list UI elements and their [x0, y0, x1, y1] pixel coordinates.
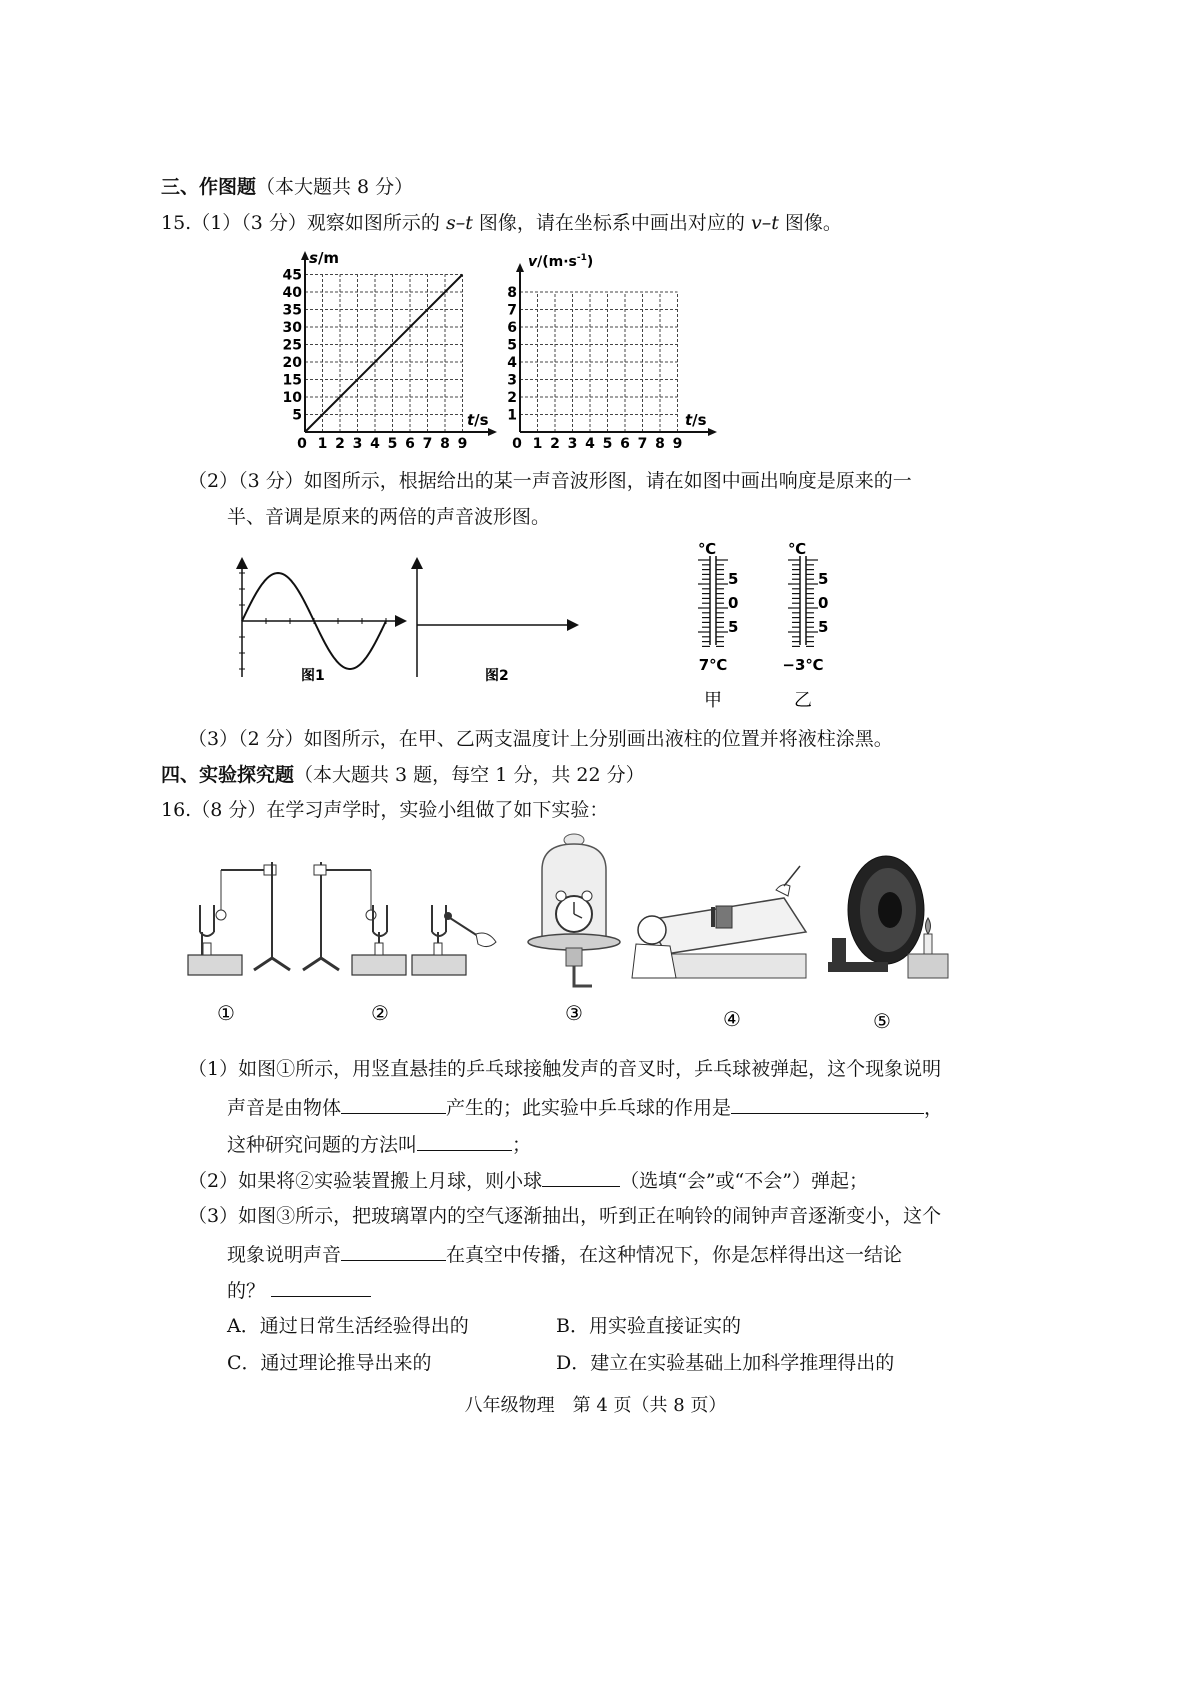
blank-moon-bounce[interactable]	[542, 1166, 620, 1187]
thermo-scale-label: 5	[728, 570, 739, 588]
vt-xlabel: t/s	[685, 411, 707, 429]
q15-part3: （3）（2 分）如图所示，在甲、乙两支温度计上分别画出液柱的位置并将液柱涂黑。	[188, 728, 893, 750]
st-xtick: 4	[370, 436, 380, 452]
q16-s2b: （选填“会”或“不会”）弹起；	[620, 1170, 868, 1192]
blank-conclusion[interactable]	[271, 1276, 371, 1297]
vt-xtick: 8	[655, 436, 665, 452]
q16-s1-line1: （1）如图①所示，用竖直悬挂的乒乓球接触发声的音叉时，乒乓球被弹起，这个现象说明	[188, 1058, 942, 1080]
thermo-scale-label: 5	[818, 570, 829, 588]
blank-vacuum[interactable]	[341, 1240, 446, 1261]
st-xtick: 9	[457, 436, 468, 452]
section-4-heading	[161, 762, 645, 788]
st-ytick: 30	[282, 320, 302, 336]
fig-label-4: ④	[723, 1007, 741, 1031]
q16-s1-l2b: 产生的；此实验中乒乓球的作用是	[446, 1097, 732, 1119]
vt-xtick: 1	[532, 436, 543, 452]
st-ylabel: s/m	[309, 249, 340, 267]
vt-xtick: 5	[602, 436, 613, 452]
q15-part2-line2: 半、音调是原来的两倍的声音波形图。	[227, 506, 551, 528]
thermometers	[672, 538, 872, 718]
q16-s1-line3	[227, 1130, 531, 1158]
vt-ytick: 4	[507, 355, 517, 371]
q16-intro: 16.（8 分）在学习声学时，实验小组做了如下实验：	[161, 799, 609, 821]
q16-s3-l3: 的？	[227, 1280, 266, 1302]
fig-label-3: ③	[565, 1001, 583, 1025]
thermo-scale-label: 5	[818, 618, 829, 636]
q15-p1-prefix: 15.（1）（3 分）观察如图所示的	[161, 212, 446, 234]
fig2-label: 图2	[485, 668, 509, 684]
thermo-reading: 7℃	[698, 656, 728, 674]
vt-ytick: 3	[507, 372, 517, 389]
vt-xtick: 3	[567, 436, 578, 452]
thermo-scale-label: 5	[728, 618, 739, 636]
thermo-name: 乙	[794, 690, 812, 711]
vt-y-arrow	[516, 263, 524, 272]
q16-s3-l2b: 在真空中传播，在这种情况下，你是怎样得出这一结论	[446, 1244, 903, 1266]
blank-ball-role[interactable]	[731, 1093, 924, 1114]
option-c: C．通过理论推导出来的	[227, 1352, 432, 1374]
thermometer-yi	[782, 540, 828, 711]
fig-label-5: ⑤	[873, 1009, 891, 1033]
vt-chart	[498, 244, 728, 456]
q16-s3-l2a: 现象说明声音	[227, 1244, 342, 1266]
fig-ear-on-desk	[632, 866, 806, 978]
q16-s1-l3a: 这种研究问题的方法叫	[227, 1134, 418, 1156]
st-ytick: 20	[282, 355, 302, 371]
st-xlabel: t/s	[467, 411, 489, 429]
q15-p1-suffix: 图像。	[778, 212, 842, 234]
waveform-figures	[226, 552, 606, 692]
blank-method[interactable]	[417, 1130, 512, 1151]
q15-p1-vt: v–t	[750, 212, 779, 234]
option-d: D．建立在实验基础上加科学推理得出的	[556, 1352, 895, 1374]
thermometer-jia	[698, 540, 738, 711]
q16-s3-line3	[227, 1276, 371, 1304]
st-ytick: 25	[282, 337, 302, 354]
thermo-scale-label: 0	[818, 594, 829, 612]
fig-tuning-fork-1	[188, 862, 290, 975]
vt-ylabel: $v/(m\cdot s^{-1})$	[528, 253, 594, 270]
st-data-line	[305, 275, 463, 433]
option-b: B．用实验直接证实的	[556, 1315, 741, 1337]
st-xtick: 2	[335, 436, 345, 452]
st-xtick: 1	[317, 436, 328, 452]
fig-tuning-fork-2	[303, 862, 496, 975]
vt-xtick: 6	[620, 436, 630, 452]
vt-tick-labels	[507, 285, 682, 452]
st-ytick: 40	[282, 285, 302, 301]
thermo-unit: ℃	[788, 540, 807, 558]
st-y-arrow	[301, 251, 309, 260]
st-xtick: 8	[440, 436, 450, 452]
fig1-label: 图1	[301, 668, 325, 684]
q15-p1-st: s–t	[445, 212, 473, 234]
fig-label-2: ②	[371, 1001, 389, 1025]
blank-vibration[interactable]	[341, 1093, 446, 1114]
q16-s2a: （2）如果将②实验装置搬上月球，则小球	[188, 1170, 543, 1192]
st-xtick: 5	[387, 436, 398, 452]
st-ytick: 10	[282, 390, 302, 406]
thermo-reading: −3℃	[782, 656, 824, 674]
q16-s1-line2	[227, 1093, 943, 1121]
st-ytick: 45	[282, 267, 302, 284]
q16-s2	[188, 1166, 868, 1194]
page-footer: 八年级物理 第 4 页（共 8 页）	[464, 1395, 727, 1416]
section-3-heading	[161, 174, 413, 200]
vt-xtick: 0	[512, 436, 522, 452]
st-xtick: 7	[422, 436, 433, 452]
vt-ytick: 8	[507, 285, 517, 301]
vt-xtick: 7	[637, 436, 648, 452]
st-ytick: 5	[292, 407, 302, 424]
q16-s3-line2	[227, 1240, 902, 1268]
q15-part1-text	[161, 210, 842, 236]
vt-ytick: 5	[507, 337, 517, 354]
vt-ytick: 2	[507, 390, 517, 406]
fig-label-1: ①	[217, 1001, 235, 1025]
st-ytick: 15	[282, 372, 302, 389]
thermo-name: 甲	[704, 690, 722, 711]
q16-experiment-figures	[176, 830, 966, 1040]
section-4-note: （本大题共 3 题，每空 1 分，共 22 分）	[294, 764, 645, 786]
section-3-note: （本大题共 8 分）	[256, 176, 414, 198]
fig-speaker-candle	[828, 856, 948, 978]
vt-xtick: 4	[585, 436, 595, 452]
st-xtick: 0	[297, 436, 307, 452]
vt-ytick: 7	[507, 302, 517, 319]
vt-ytick: 6	[507, 320, 517, 336]
fig-bell-jar	[528, 834, 620, 986]
st-xtick: 3	[352, 436, 363, 452]
st-x-arrow	[488, 428, 497, 436]
st-axes	[301, 251, 497, 436]
section-3-title: 三、作图题	[161, 176, 257, 198]
vt-xtick: 2	[550, 436, 560, 452]
q15-p1-mid: 图像，请在坐标系中画出对应的	[472, 212, 751, 234]
vt-xtick: 9	[672, 436, 683, 452]
st-xtick: 6	[405, 436, 415, 452]
thermo-scale-label: 0	[728, 594, 739, 612]
vt-ytick: 1	[507, 407, 517, 424]
st-data-segment	[305, 275, 463, 433]
q16-s1-l2c: ，	[924, 1097, 944, 1119]
st-chart	[280, 244, 510, 456]
option-a: A．通过日常生活经验得出的	[227, 1315, 469, 1337]
vt-grid	[520, 292, 678, 432]
st-ytick: 35	[282, 302, 302, 319]
q15-part2-line1: （2）（3 分）如图所示，根据给出的某一声音波形图，请在如图中画出响度是原来的一	[188, 470, 912, 492]
q16-s1-l3b: ；	[512, 1134, 532, 1156]
vt-x-arrow	[708, 428, 717, 436]
q16-s1-l2a: 声音是由物体	[227, 1097, 342, 1119]
section-4-title: 四、实验探究题	[161, 764, 295, 786]
q16-s3-line1: （3）如图③所示，把玻璃罩内的空气逐渐抽出，听到正在响铃的闹钟声音逐渐变小，这个	[188, 1205, 942, 1227]
thermo-unit: ℃	[698, 540, 717, 558]
